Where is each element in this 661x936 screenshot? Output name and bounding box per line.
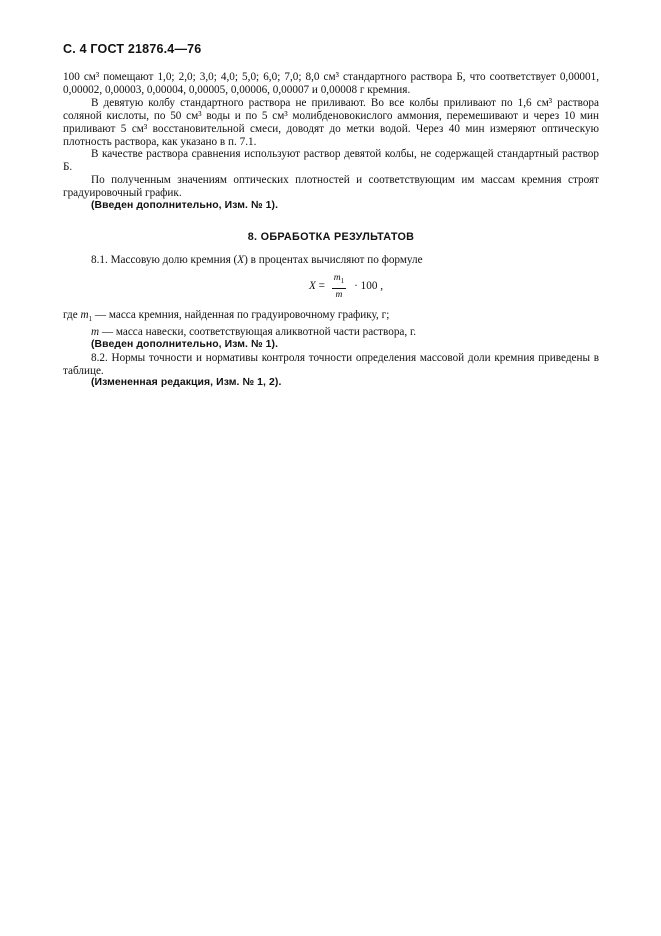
formula-equals: = [315,280,328,293]
definition-m-var: m [91,325,100,338]
definition-m1-sub: 1 [88,314,93,323]
definition-m1 [63,309,599,326]
where-prefix: где [63,308,81,321]
document-body [63,71,599,390]
variable-x: X [237,253,245,266]
formula-denominator-var: m [335,289,343,300]
definition-m1-text: — масса кремния, найденная по градуировочному графику, г; [92,308,390,321]
formula-numerator-var: m [333,272,341,283]
paragraph-8-1 [63,254,599,267]
paragraph-ninth-flask: В девятую колбу стандартного раствора не приливают. Во все колбы приливают по 1,6 см³ раствора соляной кислоты, по 50 см³ воды и по 5 см³ молибденовокислого аммония, перемешивают и через 10 мин приливают 5 см³ восстановительной смеси, доводят до метки водой. Через 40 мин измеряют оптическую плотность раствора, как указано в п. 7.1. [63,96,599,148]
amendment-note-3: (Измененная редакция, Изм. № 1, 2). [91,377,282,389]
paragraph-calibration-graph: По полученным значениям оптических плотностей и соответствующим им массам кремния строят градуировочный график. [63,174,599,200]
amendment-note-1: (Введен дополнительно, Изм. № 1). [91,200,279,212]
paragraph-8-2: 8.2. Нормы точности и нормативы контроля точности определения массовой доли кремния приведены в таблице. [63,351,599,377]
paragraph-8-1-suffix: ) в процентах вычисляют по формуле [244,253,423,266]
formula-rhs: · 100 , [354,280,384,293]
paragraph-standard-solutions: 100 см³ помещают 1,0; 2,0; 3,0; 4,0; 5,0; 6,0; 7,0; 8,0 см³ стандартного раствора Б, что соответствует 0,00001, 0,00002, 0,00003, 0,00004, 0,00005, 0,00006, 0,00007 и 0,00008 г кремния. [63,71,599,96]
paragraph-8-1-prefix: 8.1. Массовую долю кремния ( [91,253,238,266]
formula-numerator [332,273,346,289]
definition-m1-var: m [80,308,89,321]
definition-m [63,326,599,339]
page-header: С. 4 ГОСТ 21876.4—76 [63,42,202,56]
amendment-note-2: (Введен дополнительно, Изм. № 1). [91,338,279,350]
definition-m-text: — масса навески, соответствующая аликвотной части раствора, г. [99,325,417,338]
formula-fraction [332,273,346,301]
paragraph-reference-solution: В качестве раствора сравнения используют раствор девятой колбы, не содержащей стандартный раствор Б. [63,148,599,174]
formula-denominator [335,289,342,301]
formula-mass-fraction [63,273,599,301]
section-heading-results: 8. ОБРАБОТКА РЕЗУЛЬТАТОВ [247,230,415,243]
formula-lhs: X [308,280,316,293]
formula-numerator-sub: 1 [340,276,345,285]
